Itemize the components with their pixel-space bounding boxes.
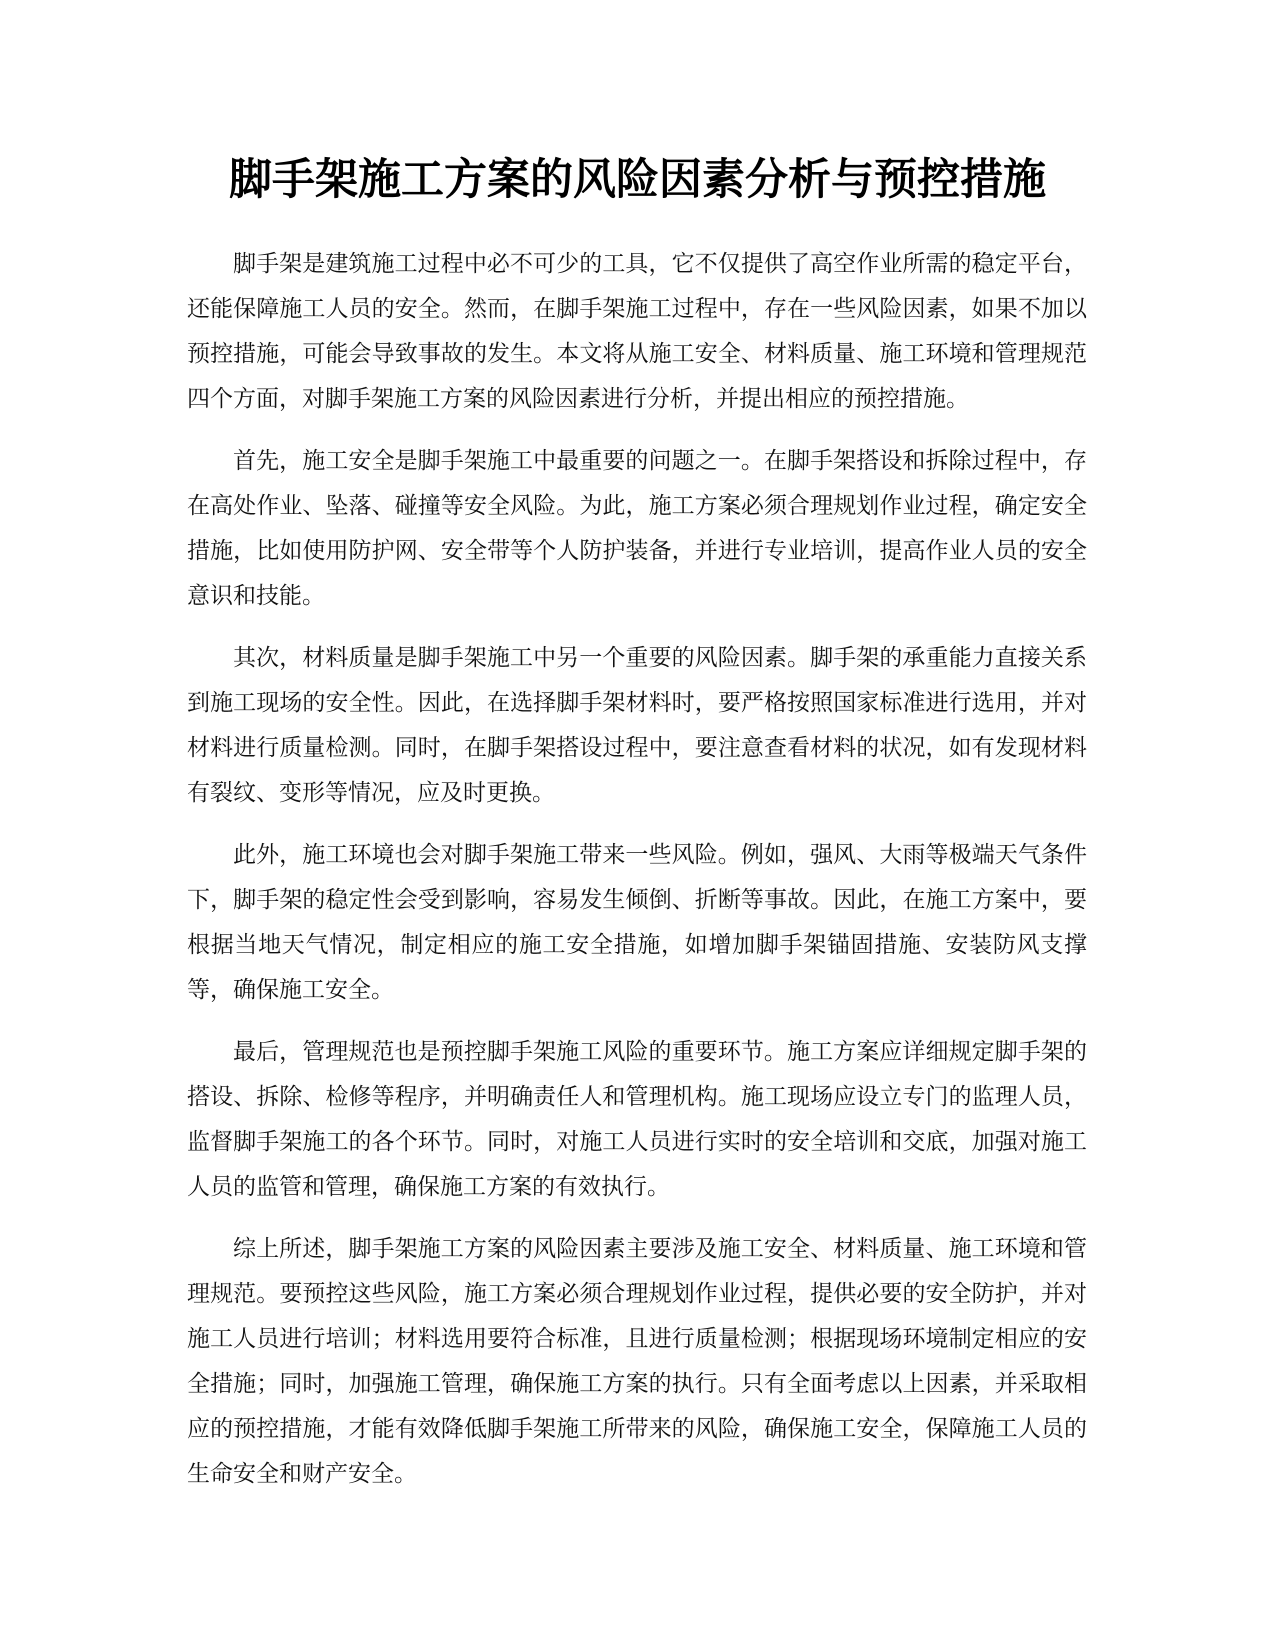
paragraph-intro: 脚手架是建筑施工过程中必不可少的工具，它不仅提供了高空作业所需的稳定平台，还能保障施工人员的安全。然而，在脚手架施工过程中，存在一些风险因素，如果不加以预控措施，可能会导致事故的发生。本文将从施工安全、材料质量、施工环境和管理规范四个方面，对脚手架施工方案的风险因素进行分析，并提出相应的预控措施。: [187, 251, 1087, 412]
paragraph-management-norms: 最后，管理规范也是预控脚手架施工风险的重要环节。施工方案应详细规定脚手架的搭设、拆除、检修等程序，并明确责任人和管理机构。施工现场应设立专门的监理人员，监督脚手架施工的各个环节。同时，对施工人员进行实时的安全培训和交底，加强对施工人员的监管和管理，确保施工方案的有效执行。: [187, 1039, 1087, 1200]
paragraph-construction-safety: 首先，施工安全是脚手架施工中最重要的问题之一。在脚手架搭设和拆除过程中，存在高处作业、坠落、碰撞等安全风险。为此，施工方案必须合理规划作业过程，确定安全措施，比如使用防护网、安全带等个人防护装备，并进行专业培训，提高作业人员的安全意识和技能。: [187, 448, 1087, 609]
paragraph-construction-environment: 此外，施工环境也会对脚手架施工带来一些风险。例如，强风、大雨等极端天气条件下，脚手架的稳定性会受到影响，容易发生倾倒、折断等事故。因此，在施工方案中，要根据当地天气情况，制定相应的施工安全措施，如增加脚手架锚固措施、安装防风支撑等，确保施工安全。: [187, 842, 1087, 1003]
page-title: 脚手架施工方案的风险因素分析与预控措施: [229, 155, 1046, 205]
document-body: [187, 242, 1087, 1514]
paragraph-material-quality: 其次，材料质量是脚手架施工中另一个重要的风险因素。脚手架的承重能力直接关系到施工现场的安全性。因此，在选择脚手架材料时，要严格按照国家标准进行选用，并对材料进行质量检测。同时，在脚手架搭设过程中，要注意查看材料的状况，如有发现材料有裂纹、变形等情况，应及时更换。: [187, 645, 1087, 806]
paragraph-conclusion: 综上所述，脚手架施工方案的风险因素主要涉及施工安全、材料质量、施工环境和管理规范。要预控这些风险，施工方案必须合理规划作业过程，提供必要的安全防护，并对施工人员进行培训；材料选用要符合标准，且进行质量检测；根据现场环境制定相应的安全措施；同时，加强施工管理，确保施工方案的执行。只有全面考虑以上因素，并采取相应的预控措施，才能有效降低脚手架施工所带来的风险，确保施工安全，保障施工人员的生命安全和财产安全。: [187, 1236, 1087, 1487]
